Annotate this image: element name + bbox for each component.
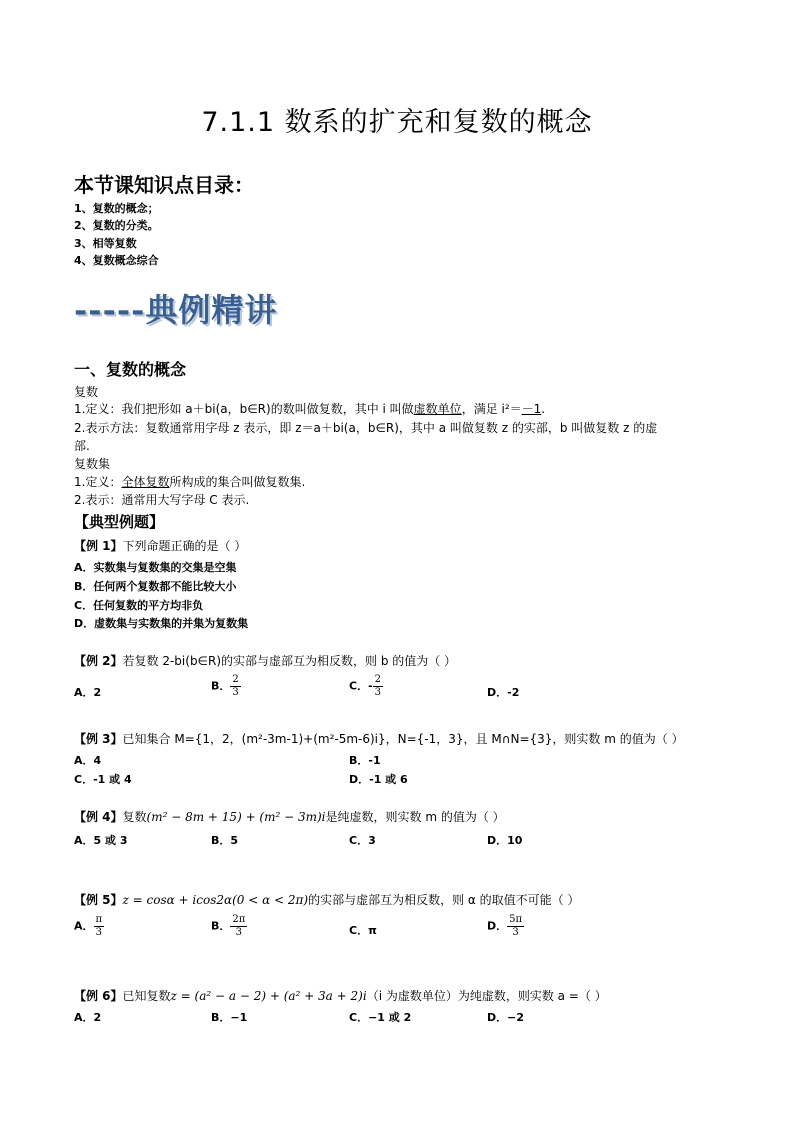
example-6-option: C．−1 或 2 xyxy=(349,1011,412,1024)
example-5-option-c: C．π xyxy=(349,924,377,937)
example-3-option: B．-1 xyxy=(349,754,381,767)
example-2-option-b: B． $\frac{2}{3}$ xyxy=(211,674,239,698)
examples-heading: 【典型例题】 xyxy=(74,513,165,531)
example-3-option: A．4 xyxy=(74,754,102,767)
example-5-question: 【例 5】z = cosα + icos2α(0 < α < 2π)的实部与虚部互为相反数，则 α 的取值不可能（ ） xyxy=(74,893,580,907)
example-1-option: B．任何两个复数都不能比较大小 xyxy=(74,580,237,593)
section-banner: -----典例精讲 xyxy=(74,291,278,329)
example-6-option: A．2 xyxy=(74,1011,102,1024)
example-4-option: B．5 xyxy=(211,834,239,847)
example-3-option: D．-1 或 6 xyxy=(349,773,408,786)
example-2-option-d: D．-2 xyxy=(487,686,520,699)
example-4-formula: (m² − 8m + 15) + (m² − 3m)i xyxy=(146,810,326,824)
example-2-question: 【例 2】若复数 2-bi(b∈R)的实部与虚部互为相反数，则 b 的值为（ ） xyxy=(74,654,457,668)
subheading-complex: 复数 xyxy=(74,385,99,399)
example-5-option-d: D． $\frac{5\pi}{3}$ xyxy=(487,914,523,938)
toc-item: 2、复数的分类。 xyxy=(74,219,159,232)
example-1-question: 【例 1】下列命题正确的是（ ） xyxy=(74,539,247,553)
toc-item: 1、复数的概念； xyxy=(74,202,159,215)
set-representation-line: 2.表示：通常用大写字母 C 表示. xyxy=(74,493,250,507)
example-4-option: D．10 xyxy=(487,834,523,847)
example-3-question: 【例 3】已知集合 M={1，2，(m²-3m-1)+(m²-5m-6)i}，N={-1，3}，且 M∩N={3}，则实数 m 的值为（ ） xyxy=(74,732,684,746)
example-4-option: C．3 xyxy=(349,834,376,847)
set-definition-line: 1.定义：全体复数所构成的集合叫做复数集. xyxy=(74,475,306,489)
toc-item: 4、复数概念综合 xyxy=(74,254,159,267)
subheading-complex-set: 复数集 xyxy=(74,457,111,471)
toc-heading: 本节课知识点目录： xyxy=(74,173,254,197)
example-5-formula: z = cosα + icos2α(0 < α < 2π) xyxy=(122,893,309,907)
example-6-question: 【例 6】已知复数z = (a² − a − 2) + (a² + 3a + 2)i（i 为虚数单位）为纯虚数，则实数 a =（ ） xyxy=(74,989,607,1003)
example-4-question: 【例 4】复数(m² − 8m + 15) + (m² − 3m)i是纯虚数，则实数 m 的值为（ ） xyxy=(74,810,505,824)
example-5-option-a: A． $\frac{\pi}{3}$ xyxy=(74,914,103,938)
example-1-option: A．实数集与复数集的交集是空集 xyxy=(74,561,237,574)
representation-line-cont: 部. xyxy=(74,439,90,453)
representation-line: 2.表示方法：复数通常用字母 z 表示，即 z＝a＋bi(a，b∈R)，其中 a 叫做复数 z 的实部，b 叫做复数 z 的虚 xyxy=(74,421,658,435)
example-6-formula: z = (a² − a − 2) + (a² + 3a + 2)i xyxy=(170,989,367,1003)
example-6-option: B．−1 xyxy=(211,1011,248,1024)
example-3-option: C．-1 或 4 xyxy=(74,773,132,786)
example-1-option: C．任何复数的平方均非负 xyxy=(74,599,204,612)
example-1-option: D．虚数集与实数集的并集为复数集 xyxy=(74,617,249,630)
toc-item: 3、相等复数 xyxy=(74,237,137,250)
example-4-option: A．5 或 3 xyxy=(74,834,128,847)
example-2-option-c: C．- $\frac{2}{3}$ xyxy=(349,674,382,698)
example-2-option-a: A．2 xyxy=(74,686,102,699)
page-title: 7.1.1 数系的扩充和复数的概念 xyxy=(201,107,593,138)
example-5-option-b: B． $\frac{2\pi}{3}$ xyxy=(211,914,246,938)
section-heading: 一、复数的概念 xyxy=(74,360,187,379)
definition-line: 1.定义：我们把形如 a＋bi(a，b∈R)的数叫做复数，其中 i 叫做虚数单位，满足 i²＝－1. xyxy=(74,402,546,416)
example-6-option: D．−2 xyxy=(487,1011,525,1024)
